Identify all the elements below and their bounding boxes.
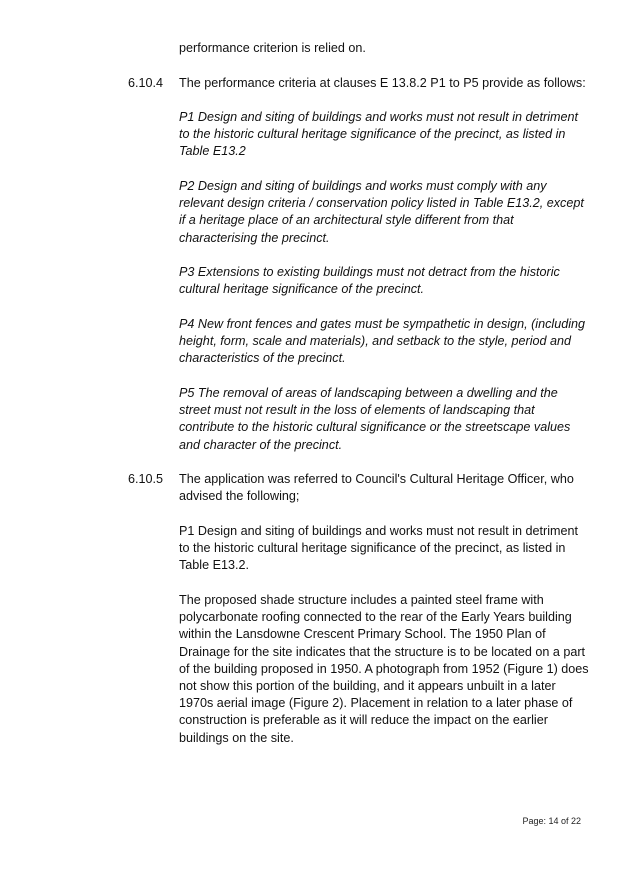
criterion-p5: P5 The removal of areas of landscaping between a dwelling and the street must not result in the loss of elements of landscaping that contribute to the historic cultural significance or the streetscape values and character of the precinct. [179,386,571,452]
section-6-10-5-intro: The application was referred to Council's Cultural Heritage Officer, who advised the following; [179,472,574,504]
section-number-6-10-4: 6.10.4 [128,76,164,90]
heritage-officer-quote: P1 Design and siting of buildings and works must not result in detriment to the historic cultural heritage significance of the precinct, as listed in Table E13.2. [179,524,579,573]
continuation-text: performance criterion is relied on. [179,41,366,55]
page-number: Page: 14 of 22 [522,816,581,826]
heritage-officer-assessment: The proposed shade structure includes a painted steel frame with polycarbonate roofing connected to the rear of the Early Years building within the Lansdowne Crescent Primary School. The 1950 Plan of Drainage for the site indicates that the structure is to be located on a part of the building proposed in 1950. A photograph from 1952 (Figure 1) does not show this portion of the building, and it appears unbuilt in a later 1970s aerial image (Figure 2). Placement in relation to a later phase of construction is preferable as it will reduce the impact on the earlier buildings on the site. [179,593,589,745]
criterion-p2: P2 Design and siting of buildings and works must comply with any relevant design criteria / conservation policy listed in Table E13.2, except if a heritage place of an architectural style different from that characterising the precinct. [179,179,584,245]
section-6-10-4-intro: The performance criteria at clauses E 13.8.2 P1 to P5 provide as follows: [179,76,586,90]
criterion-p1: P1 Design and siting of buildings and works must not result in detriment to the historic cultural heritage significance of the precinct, as listed in Table E13.2 [179,110,579,159]
section-number-6-10-5: 6.10.5 [128,472,164,486]
criterion-p3: P3 Extensions to existing buildings must not detract from the historic cultural heritage significance of the precinct. [179,265,560,297]
criterion-p4: P4 New front fences and gates must be sympathetic in design, (including height, form, scale and materials), and setback to the style, period and characteristics of the precinct. [179,317,586,366]
